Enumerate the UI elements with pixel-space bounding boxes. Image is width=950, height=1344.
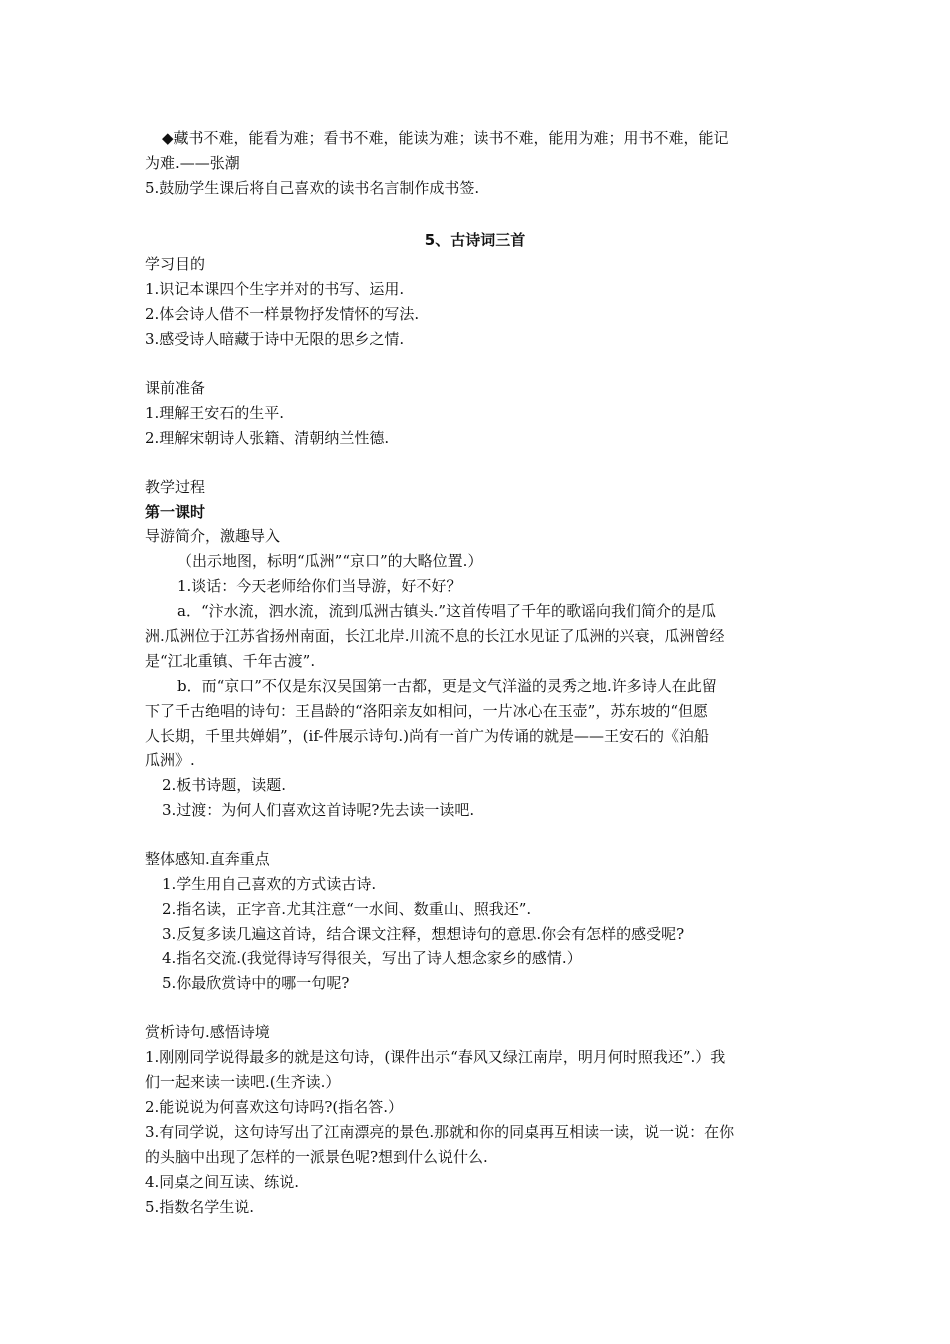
- prep-item: 1.理解王安石的生平.: [145, 404, 285, 422]
- prep-item: 2.理解宋朝诗人张籍、清朝纳兰性德.: [145, 429, 390, 447]
- text-line: b．而“京口”不仅是东汉吴国第一古都，更是文气洋溢的灵秀之地.许多诗人在此留: [177, 677, 717, 695]
- text-line: 下了千古绝唱的诗句：王昌龄的“洛阳亲友如相问，一片冰心在玉壶”，苏东坡的“但愿: [145, 702, 709, 720]
- text-line: （出示地图，标明“瓜洲”“京口”的大略位置.）: [177, 552, 483, 570]
- appreciate-line: 1.刚刚同学说得最多的就是这句诗，(课件出示“春风又绿江南岸，明月何时照我还”.）我: [145, 1048, 726, 1066]
- text-line: 人长期，千里共婵娟”，(if-件展示诗句.)尚有一首广为传诵的就是——王安石的《泊船: [145, 727, 710, 745]
- heading-prep: 课前准备: [145, 379, 206, 397]
- quote-line: ◆藏书不难，能看为难；看书不难，能读为难；读书不难，能用为难；用书不难，能记: [162, 129, 729, 147]
- overall-item: 4.指名交流.(我觉得诗写得很关，写出了诗人想念家乡的感情.）: [162, 949, 582, 967]
- text-line: 是“江北重镇、千年古渡”.: [145, 652, 316, 670]
- appreciate-line: 2.能说说为何喜欢这句诗吗?(指名答.）: [145, 1098, 403, 1116]
- goal-item: 3.感受诗人暗藏于诗中无限的思乡之情.: [145, 330, 405, 348]
- heading-process: 教学过程: [145, 478, 206, 496]
- text-line: 2.板书诗题，读题.: [162, 776, 287, 794]
- quote-line-cont: 为难.——张潮: [145, 154, 240, 172]
- overall-item: 1.学生用自己喜欢的方式读古诗.: [162, 875, 377, 893]
- appreciate-line: 5.指数名学生说.: [145, 1198, 255, 1216]
- section-title: 5、古诗词三首: [424, 231, 526, 249]
- heading-overall: 整体感知.直奔重点: [145, 850, 270, 868]
- heading-goals: 学习目的: [145, 255, 206, 273]
- text-line: 3.过渡：为何人们喜欢这首诗呢?先去读一读吧.: [162, 801, 475, 819]
- overall-item: 3.反复多读几遍这首诗，结合课文注释，想想诗句的意思.你会有怎样的感受呢?: [162, 925, 685, 943]
- appreciate-line: 们一起来读一读吧.(生齐读.）: [145, 1073, 341, 1091]
- text-line: 1.谈话：今天老师给你们当导游，好不好？: [177, 577, 462, 595]
- goal-item: 1.识记本课四个生字并对的书写、运用.: [145, 280, 405, 298]
- appreciate-line: 3.有同学说，这句诗写出了江南漂亮的景色.那就和你的同桌再互相读一读，说一说：在你: [145, 1123, 735, 1141]
- goal-item: 2.体会诗人借不一样景物抒发情怀的写法.: [145, 305, 420, 323]
- overall-item: 2.指名读，正字音.尤其注意“一水间、数重山、照我还”.: [162, 900, 532, 918]
- overall-item: 5.你最欣赏诗中的哪一句呢?: [162, 974, 350, 992]
- heading-appreciate: 赏析诗句.感悟诗境: [145, 1023, 270, 1041]
- sub-heading: 导游简介，激趣导入: [145, 527, 281, 545]
- text-line: a．“汴水流，泗水流，流到瓜洲古镇头.”这首传唱了千年的歌谣向我们简介的是瓜: [177, 602, 717, 620]
- appreciate-line: 4.同桌之间互读、练说.: [145, 1173, 300, 1191]
- text-line: 洲.瓜洲位于江苏省扬州南面，长江北岸.川流不息的长江水见证了瓜洲的兴衰，瓜洲曾经: [145, 627, 725, 645]
- lesson-heading: 第一课时: [145, 503, 206, 521]
- item-5: 5.鼓励学生课后将自己喜欢的读书名言制作成书签.: [145, 179, 480, 197]
- appreciate-line: 的头脑中出现了怎样的一派景色呢?想到什么说什么.: [145, 1148, 488, 1166]
- text-line: 瓜洲》.: [145, 751, 195, 769]
